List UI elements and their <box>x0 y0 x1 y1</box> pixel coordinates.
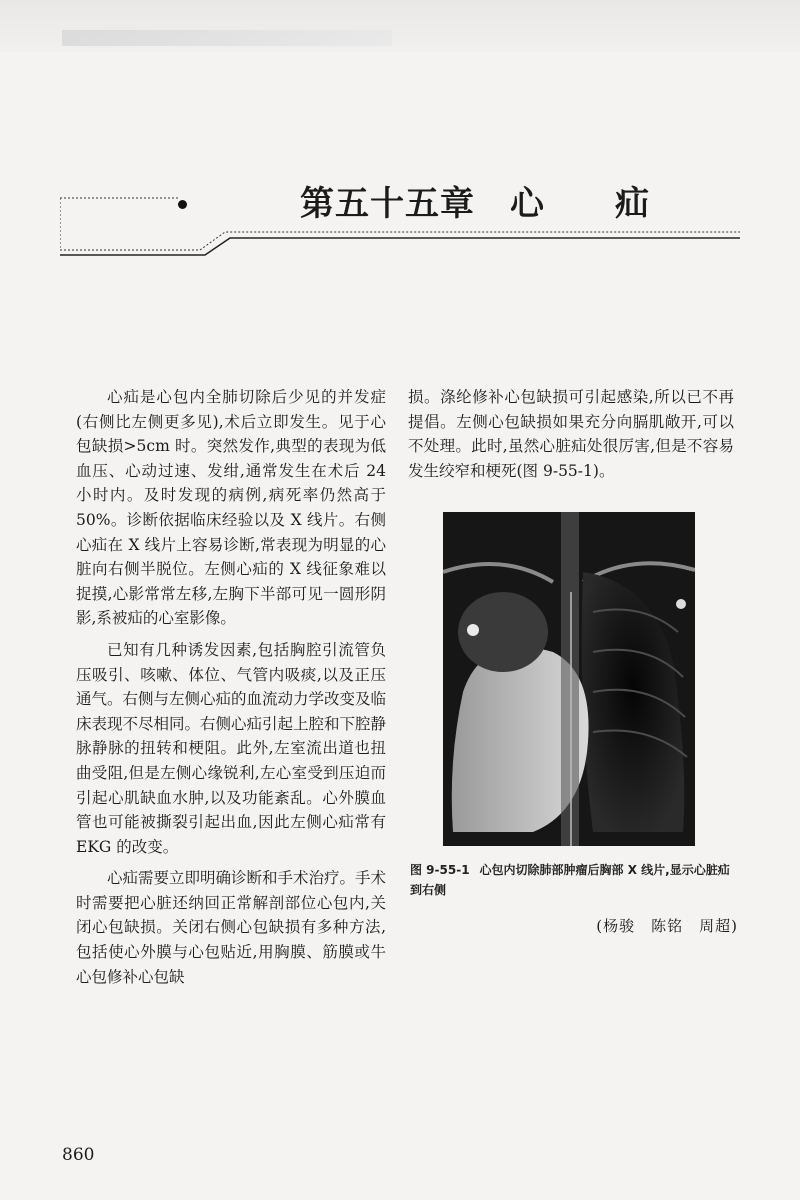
chapter-title: 第五十五章 心 疝 <box>300 184 650 224</box>
right-text-column <box>408 385 734 490</box>
chapter-bullet <box>178 200 187 209</box>
binding-shadow <box>62 30 392 46</box>
page-number: 860 <box>62 1145 95 1165</box>
figure-caption-text: 心包内切除肺部肿瘤后胸部 X 线片,显示心脏疝到右侧 <box>410 863 730 897</box>
figure-caption <box>410 860 736 900</box>
chest-xray-image <box>443 512 695 846</box>
chapter-header <box>60 170 740 260</box>
paragraph: 已知有几种诱发因素,包括胸腔引流管负压吸引、咳嗽、体位、气管内吸痰,以及正压通气。右侧与左侧心疝的血流动力学改变及临床表现不尽相同。右侧心疝引起上腔和下腔静脉静脉的扭转和梗阻。此外,左室流出道也扭曲受阻,但是左侧心缘锐利,左心室受到压迫而引起心肌缺血水肿,以及功能紊乱。心外膜血管也可能被撕裂引起出血,因此左侧心疝常有 EKG 的改变。 <box>76 640 387 856</box>
top-scan-band <box>0 0 800 52</box>
figure-number: 图 9-55-1 <box>410 863 470 877</box>
paragraph: 心疝是心包内全肺切除后少见的并发症(右侧比左侧更多见),术后立即发生。见于心包缺损>5cm 时。突然发作,典型的表现为低血压、心动过速、发绀,通常发生在术后 24 小时内。及时发现的病例,病死率仍然高于 50%。诊断依据临床经验以及 X 线片。右侧心疝在 X 线片上容易诊断,常表现为明显的心脏向右侧半脱位。左侧心疝的 X 线征象难以捉摸,心影常常左移,左胸下半部可见一圆形阴影,系被疝的心室影像。 <box>76 388 386 628</box>
paragraph: 损。涤纶修补心包缺损可引起感染,所以已不再提倡。左侧心包缺损如果充分向膈肌敞开,可以不处理。此时,虽然心脏疝处很厉害,但是不容易发生绞窄和梗死(图 9-55-1)。 <box>408 388 734 480</box>
authors: (杨骏 陈铭 周超) <box>596 917 738 935</box>
left-text-column <box>76 385 386 996</box>
paragraph: 心疝需要立即明确诊断和手术治疗。手术时需要把心脏还纳回正常解剖部位心包内,关闭心包缺损。关闭右侧心包缺损有多种方法,包括使心外膜与心包贴近,用胸膜、筋膜或牛心包修补心包缺 <box>76 869 387 986</box>
